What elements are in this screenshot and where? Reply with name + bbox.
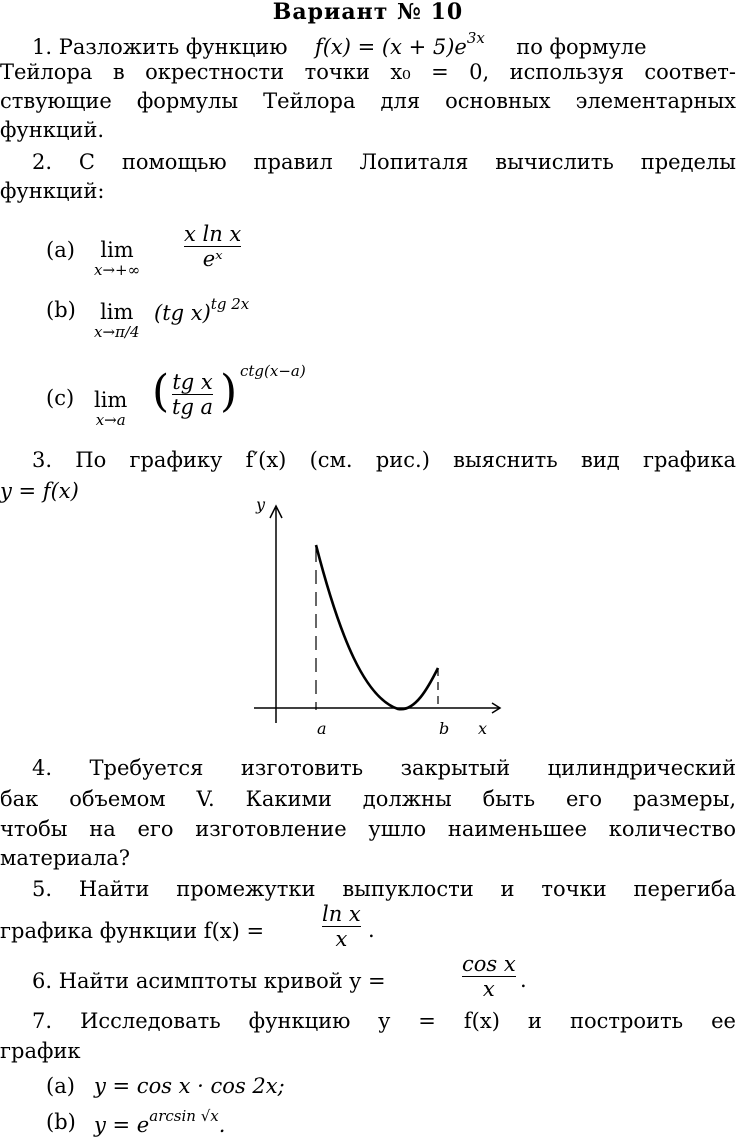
a-tick-label: a bbox=[317, 719, 327, 738]
problem-1-exponent: 3x bbox=[466, 29, 485, 47]
problem-7-line-1: 7. Исследовать функцию y = f(x) и построить ее bbox=[32, 1009, 736, 1033]
derivative-graph bbox=[240, 488, 510, 748]
limit-a-numerator: x ln x bbox=[184, 222, 242, 246]
problem-4-line-1: 4. Требуется изготовить закрытый цилиндрический bbox=[32, 756, 736, 780]
problem-6-numerator: cos x bbox=[462, 952, 516, 976]
problem-1-line-3: ствующие формулы Тейлора для основных элементарных bbox=[0, 89, 736, 113]
problem-1-text: 1. Разложить функцию bbox=[32, 35, 288, 59]
limit-b-label: (b) bbox=[46, 298, 76, 322]
problem-6-text: 6. Найти асимптоты кривой y = bbox=[32, 969, 386, 993]
limit-b-operator bbox=[94, 302, 139, 342]
limit-b-expression bbox=[154, 295, 250, 325]
limit-a-lim: lim bbox=[100, 238, 134, 262]
x-axis-label: x bbox=[478, 719, 488, 738]
problem-2-line-2: функций: bbox=[0, 179, 105, 203]
problem-1-text-end: по формуле bbox=[516, 35, 647, 59]
problem-7-line-2: график bbox=[0, 1039, 81, 1063]
problem-5-fraction bbox=[322, 902, 361, 951]
limit-c-operator bbox=[94, 390, 127, 430]
limit-a-fraction bbox=[184, 222, 241, 271]
limit-c-label: (c) bbox=[46, 386, 75, 410]
problem-3-line-2: y = f(x) bbox=[0, 479, 79, 503]
limit-b-exponent: tg 2x bbox=[210, 295, 250, 313]
problem-3-line-1: 3. По графику f′(x) (см. рис.) выяснить вид графика bbox=[32, 448, 736, 472]
problem-7b-base: y = e bbox=[94, 1113, 150, 1137]
problem-5-numerator: ln x bbox=[322, 902, 361, 926]
problem-6-period: . bbox=[520, 968, 527, 992]
problem-7a-label: (a) bbox=[46, 1074, 75, 1098]
limit-b-lim: lim bbox=[100, 300, 134, 324]
problem-5-text: графика функции f(x) = bbox=[0, 919, 265, 943]
problem-5-period: . bbox=[368, 918, 375, 942]
limit-c-lim: lim bbox=[94, 388, 128, 412]
variant-title: Вариант № 10 bbox=[272, 0, 464, 25]
problem-5-line-1: 5. Найти промежутки выпуклости и точки перегиба bbox=[32, 877, 736, 901]
limit-a-subscript: x→+∞ bbox=[94, 261, 141, 279]
limit-a-operator bbox=[94, 240, 140, 280]
limit-c-subscript: x→a bbox=[95, 411, 126, 429]
limit-b-subscript: x→π/4 bbox=[94, 323, 140, 341]
problem-1-formula: f(x) = (x + 5)e bbox=[314, 35, 467, 59]
problem-7a-expression: y = cos x · cos 2x; bbox=[94, 1074, 285, 1098]
problem-5-denominator: x bbox=[322, 926, 361, 951]
y-axis-label: y bbox=[256, 495, 266, 514]
limit-c-left-paren: ( bbox=[152, 366, 170, 417]
derivative-curve bbox=[316, 545, 438, 709]
problem-4-line-3: чтобы на его изготовление ушло наименьшее количество bbox=[0, 817, 736, 841]
problem-6-line-1 bbox=[0, 968, 736, 994]
limit-a-label: (a) bbox=[46, 238, 75, 262]
problem-1-line-2: Тейлора в окрестности точки x₀ = 0, используя соответ- bbox=[0, 60, 736, 84]
problem-7b-expression bbox=[94, 1107, 226, 1137]
problem-7b-exponent: arcsin √x bbox=[149, 1107, 219, 1125]
problem-6-denominator: x bbox=[462, 976, 516, 1001]
limit-c-right-paren: ) bbox=[220, 366, 238, 417]
limit-c-denominator: tg a bbox=[172, 395, 214, 419]
problem-1-line-1 bbox=[0, 28, 736, 60]
b-tick-label: b bbox=[439, 719, 450, 738]
limit-a-denominator: eˣ bbox=[184, 246, 241, 271]
problem-2-line-1: 2. С помощью правил Лопиталя вычислить пределы bbox=[32, 150, 736, 174]
limit-b-base: (tg x) bbox=[154, 301, 211, 325]
problem-6-fraction bbox=[462, 952, 516, 1001]
problem-4-line-4: материала? bbox=[0, 846, 130, 870]
problem-1-line-4: функций. bbox=[0, 118, 105, 142]
problem-7b-period: . bbox=[218, 1113, 226, 1137]
problem-7b-label: (b) bbox=[46, 1110, 76, 1134]
problem-4-line-2: бак объемом V. Какими должны быть его размеры, bbox=[0, 787, 736, 811]
limit-c-fraction bbox=[172, 370, 213, 419]
limit-c-numerator: tg x bbox=[172, 370, 213, 394]
limit-c-exponent: ctg(x−a) bbox=[240, 362, 306, 380]
